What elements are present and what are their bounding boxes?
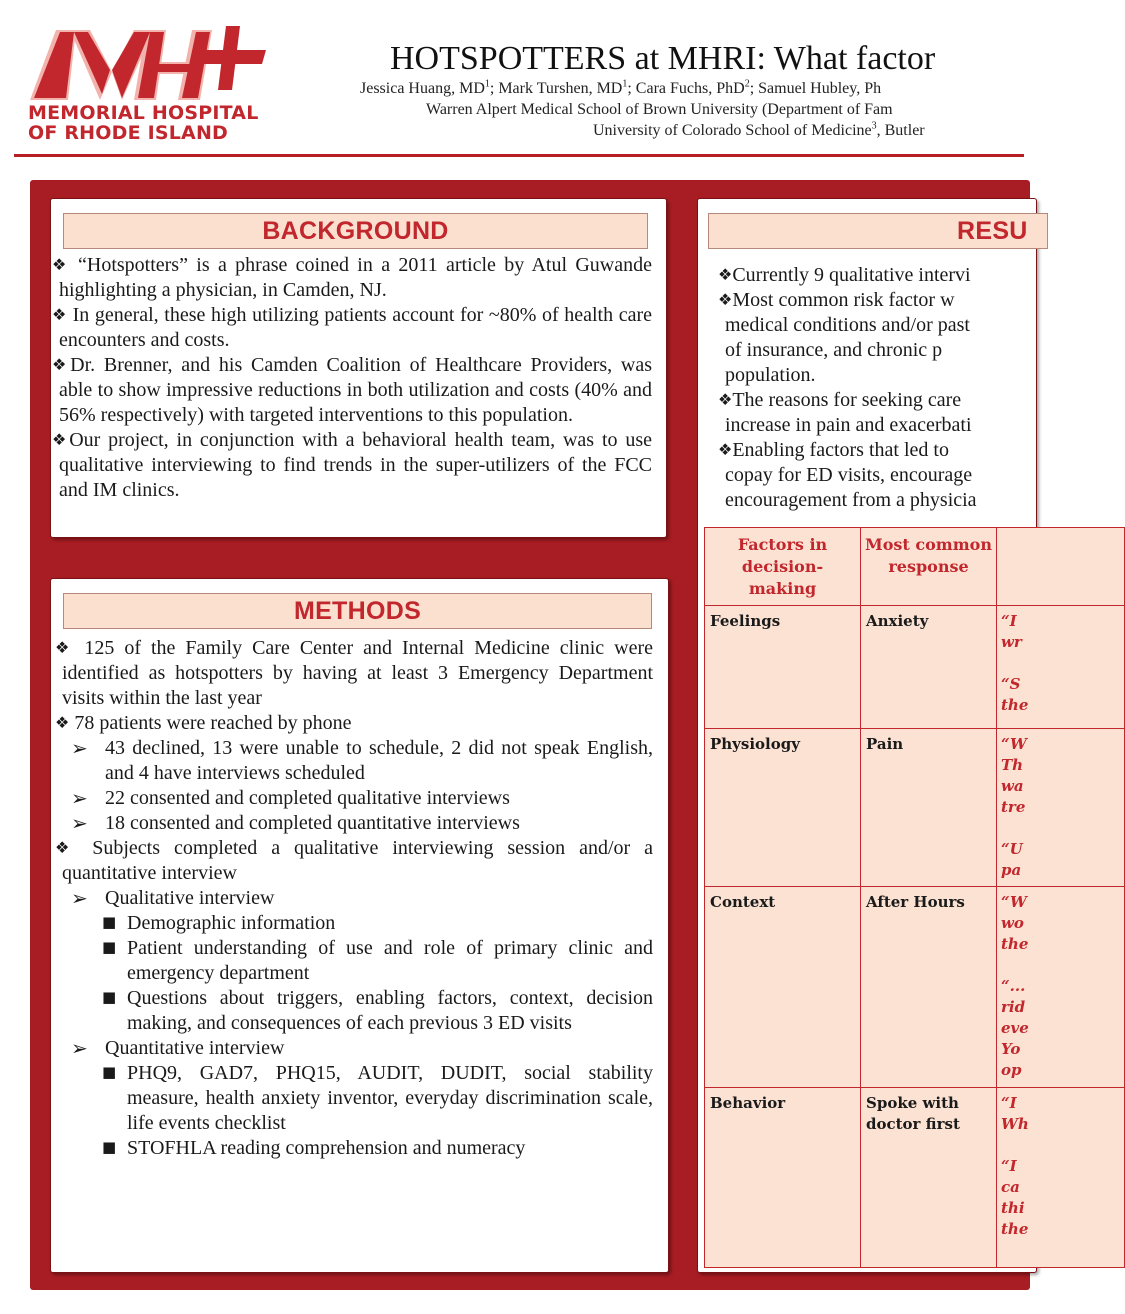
list-item bbox=[55, 736, 653, 786]
quote-line: “U bbox=[1001, 840, 1023, 858]
bullet-text: Most common risk factor w bbox=[732, 289, 955, 311]
list-item-continuation: encouragement from a physicia bbox=[725, 489, 977, 511]
bullet-text: Dr. Brenner, and his Camden Coalition of Healthcare Providers, was able to show impressive reductions in both utilization and costs (40% and 56% respectively) with targeted interventions to this population. bbox=[59, 354, 653, 426]
quote-line: tre bbox=[1001, 798, 1026, 816]
square-bullet-icon: ■ bbox=[102, 913, 117, 931]
diamond-bullet-icon: ❖ bbox=[718, 265, 733, 284]
author-name: Cara Fuchs, PhD bbox=[635, 80, 745, 97]
affiliation-line-2 bbox=[593, 122, 925, 140]
list-item bbox=[55, 636, 653, 711]
bullet-text: Enabling factors that led to bbox=[732, 439, 949, 461]
list-item bbox=[718, 438, 1038, 463]
list-item-continuation: population. bbox=[725, 364, 816, 386]
response-cell: Anxiety bbox=[861, 606, 997, 729]
list-item bbox=[52, 353, 652, 428]
quote-line: Th bbox=[1001, 756, 1024, 774]
quote-line: “... bbox=[1001, 977, 1026, 995]
diamond-bullet-icon: ❖ bbox=[52, 255, 70, 274]
author-affiliation-sup: 1 bbox=[622, 78, 628, 90]
diamond-bullet-icon: ❖ bbox=[52, 355, 71, 374]
column-header-response: Most common response bbox=[861, 528, 997, 606]
factors-table-grid bbox=[704, 527, 1125, 1268]
quote-cell bbox=[997, 729, 1125, 887]
response-cell: After Hours bbox=[861, 887, 997, 1088]
author-affiliation-sup: 1 bbox=[484, 78, 490, 90]
quote-line: “I bbox=[1001, 612, 1017, 630]
table-row bbox=[705, 729, 1125, 887]
bullet-text: Quantitative interview bbox=[105, 1037, 285, 1059]
diamond-bullet-icon: ❖ bbox=[55, 713, 70, 732]
list-item bbox=[718, 263, 1038, 288]
poster-title: HOTSPOTTERS at MHRI: What factor bbox=[390, 40, 936, 77]
list-item bbox=[55, 1136, 653, 1161]
list-item-continuation: increase in pain and exacerbati bbox=[725, 414, 972, 436]
list-item-continuation: medical conditions and/or past bbox=[725, 314, 970, 336]
background-heading: BACKGROUND bbox=[63, 213, 648, 249]
bullet-text: PHQ9, GAD7, PHQ15, AUDIT, DUDIT, social stability measure, health anxiety inventor, everyday discrimination scale, life events checklist bbox=[127, 1062, 653, 1134]
list-item bbox=[52, 428, 652, 503]
square-bullet-icon: ■ bbox=[102, 1063, 117, 1081]
factor-cell: Physiology bbox=[705, 729, 861, 887]
poster-header bbox=[0, 0, 1024, 160]
diamond-bullet-icon: ❖ bbox=[52, 305, 67, 324]
quote-line: op bbox=[1001, 1061, 1022, 1079]
table-row bbox=[705, 606, 1125, 729]
quote-line: eve bbox=[1001, 1019, 1029, 1037]
square-bullet-icon: ■ bbox=[102, 1138, 117, 1156]
factors-table bbox=[704, 527, 1034, 1263]
diamond-bullet-icon: ❖ bbox=[55, 638, 75, 657]
table-row bbox=[705, 887, 1125, 1088]
list-item bbox=[52, 253, 652, 303]
quote-gap bbox=[1001, 653, 1119, 674]
methods-bullet-list bbox=[55, 636, 653, 1161]
quote-line: the bbox=[1001, 935, 1029, 953]
bullet-text: Qualitative interview bbox=[105, 887, 275, 909]
affiliation-text: University of Colorado School of Medicine bbox=[593, 122, 872, 139]
bullet-text: The reasons for seeking care bbox=[732, 389, 962, 411]
bullet-text: 125 of the Family Care Center and Internal Medicine clinic were identified as hotspotters by having at least 3 Emergency Department visits within the last year bbox=[62, 637, 654, 709]
arrowhead-bullet-icon: ➢ bbox=[71, 811, 88, 835]
background-bullet-list bbox=[52, 253, 652, 503]
arrowhead-bullet-icon: ➢ bbox=[71, 886, 88, 910]
quote-line: “I bbox=[1001, 1094, 1017, 1112]
list-item bbox=[55, 911, 653, 936]
bullet-text: “Hotspotters” is a phrase coined in a 2011 article by Atul Guwande highlighting a physician, in Camden, NJ. bbox=[59, 254, 652, 301]
arrowhead-bullet-icon: ➢ bbox=[71, 1036, 88, 1060]
author-list bbox=[360, 80, 881, 98]
quote-cell bbox=[997, 887, 1125, 1088]
diamond-bullet-icon: ❖ bbox=[718, 390, 733, 409]
bullet-text: Our project, in conjunction with a behavioral health team, was to use qualitative interviewing to find trends in the super-utilizers of the FCC and IM clinics. bbox=[59, 429, 653, 501]
list-item bbox=[55, 936, 653, 986]
methods-heading: METHODS bbox=[63, 593, 652, 629]
arrowhead-bullet-icon: ➢ bbox=[71, 736, 88, 760]
quote-line: wr bbox=[1001, 633, 1022, 651]
list-item bbox=[718, 388, 1038, 413]
column-header-quotes bbox=[997, 528, 1125, 606]
hospital-logo bbox=[26, 18, 266, 142]
list-item bbox=[55, 1061, 653, 1136]
affiliation-line-1: Warren Alpert Medical School of Brown University (Department of Fam bbox=[426, 101, 893, 118]
bullet-text: In general, these high utilizing patients account for ~80% of health care encounters and costs. bbox=[59, 304, 653, 351]
author-name: Jessica Huang, MD bbox=[360, 80, 485, 97]
bullet-text: 18 consented and completed quantitative interviews bbox=[105, 812, 520, 834]
author-separator: ; bbox=[489, 80, 499, 97]
bullet-text: STOFHLA reading comprehension and numeracy bbox=[127, 1137, 526, 1159]
logo-text-line1: MEMORIAL HOSPITAL bbox=[28, 102, 259, 124]
author-name: Samuel Hubley, Ph bbox=[758, 80, 882, 97]
bullet-text: 43 declined, 13 were unable to schedule, 2 did not speak English, and 4 have interviews scheduled bbox=[105, 737, 653, 784]
list-item-continuation: copay for ED visits, encourage bbox=[725, 464, 973, 486]
arrowhead-bullet-icon: ➢ bbox=[71, 786, 88, 810]
list-item bbox=[55, 836, 653, 886]
list-item bbox=[55, 1036, 653, 1061]
quote-line: Wh bbox=[1001, 1115, 1029, 1133]
diamond-bullet-icon: ❖ bbox=[55, 838, 79, 857]
response-cell: Pain bbox=[861, 729, 997, 887]
quote-gap bbox=[1001, 955, 1119, 976]
quote-line: “W bbox=[1001, 735, 1027, 753]
table-body bbox=[705, 606, 1125, 1268]
results-bullet-list bbox=[718, 263, 1038, 513]
list-item bbox=[55, 786, 653, 811]
quote-line: thi bbox=[1001, 1199, 1025, 1217]
bullet-text: 78 patients were reached by phone bbox=[74, 712, 352, 734]
list-item bbox=[55, 811, 653, 836]
factor-cell: Behavior bbox=[705, 1088, 861, 1268]
list-item bbox=[55, 886, 653, 911]
quote-line: “I bbox=[1001, 1157, 1017, 1175]
bullet-text: Currently 9 qualitative intervi bbox=[732, 264, 971, 286]
bullet-text: 22 consented and completed qualitative interviews bbox=[105, 787, 510, 809]
author-separator: ; bbox=[627, 80, 636, 97]
quote-line: “W bbox=[1001, 893, 1027, 911]
quote-gap bbox=[1001, 1135, 1119, 1156]
author-affiliation-sup: 2 bbox=[744, 78, 750, 90]
author-separator: ; bbox=[749, 80, 759, 97]
logo-text-line2: OF RHODE ISLAND bbox=[28, 122, 229, 144]
diamond-bullet-icon: ❖ bbox=[718, 440, 733, 459]
bullet-text: Demographic information bbox=[127, 912, 336, 934]
quote-line: “S bbox=[1001, 675, 1021, 693]
column-header-factors: Factors in decision-making bbox=[705, 528, 861, 606]
quote-line: pa bbox=[1001, 861, 1022, 879]
quote-line: the bbox=[1001, 696, 1029, 714]
bullet-text: Patient understanding of use and role of primary clinic and emergency department bbox=[127, 937, 653, 984]
quote-gap bbox=[1001, 818, 1119, 839]
bullet-text: Questions about triggers, enabling factors, context, decision making, and consequences of each previous 3 ED visits bbox=[127, 987, 653, 1034]
affiliation-text-after: , Butler bbox=[876, 122, 925, 139]
list-item bbox=[52, 303, 652, 353]
list-item bbox=[55, 711, 653, 736]
table-header-row bbox=[705, 528, 1125, 606]
quote-line: Yo bbox=[1001, 1040, 1021, 1058]
header-divider bbox=[14, 154, 1024, 157]
mh-plus-logo-mark bbox=[26, 18, 266, 106]
quote-cell bbox=[997, 1088, 1125, 1268]
quote-line: rid bbox=[1001, 998, 1026, 1016]
list-item bbox=[718, 288, 1038, 313]
results-heading: RESU bbox=[708, 213, 1048, 249]
square-bullet-icon: ■ bbox=[102, 988, 117, 1006]
quote-line: ca bbox=[1001, 1178, 1020, 1196]
quote-line: wa bbox=[1001, 777, 1024, 795]
response-cell: Spoke with doctor first bbox=[861, 1088, 997, 1268]
table-row bbox=[705, 1088, 1125, 1268]
factor-cell: Feelings bbox=[705, 606, 861, 729]
author-name: Mark Turshen, MD bbox=[498, 80, 623, 97]
affiliation-sup: 3 bbox=[871, 120, 877, 132]
factor-cell: Context bbox=[705, 887, 861, 1088]
quote-line: wo bbox=[1001, 914, 1024, 932]
quote-line: the bbox=[1001, 1220, 1029, 1238]
quote-cell bbox=[997, 606, 1125, 729]
list-item bbox=[55, 986, 653, 1036]
list-item-continuation: of insurance, and chronic p bbox=[725, 339, 943, 361]
diamond-bullet-icon: ❖ bbox=[718, 290, 733, 309]
square-bullet-icon: ■ bbox=[102, 938, 117, 956]
bullet-text: Subjects completed a qualitative interviewing session and/or a quantitative interview bbox=[62, 837, 654, 884]
diamond-bullet-icon: ❖ bbox=[52, 430, 70, 449]
